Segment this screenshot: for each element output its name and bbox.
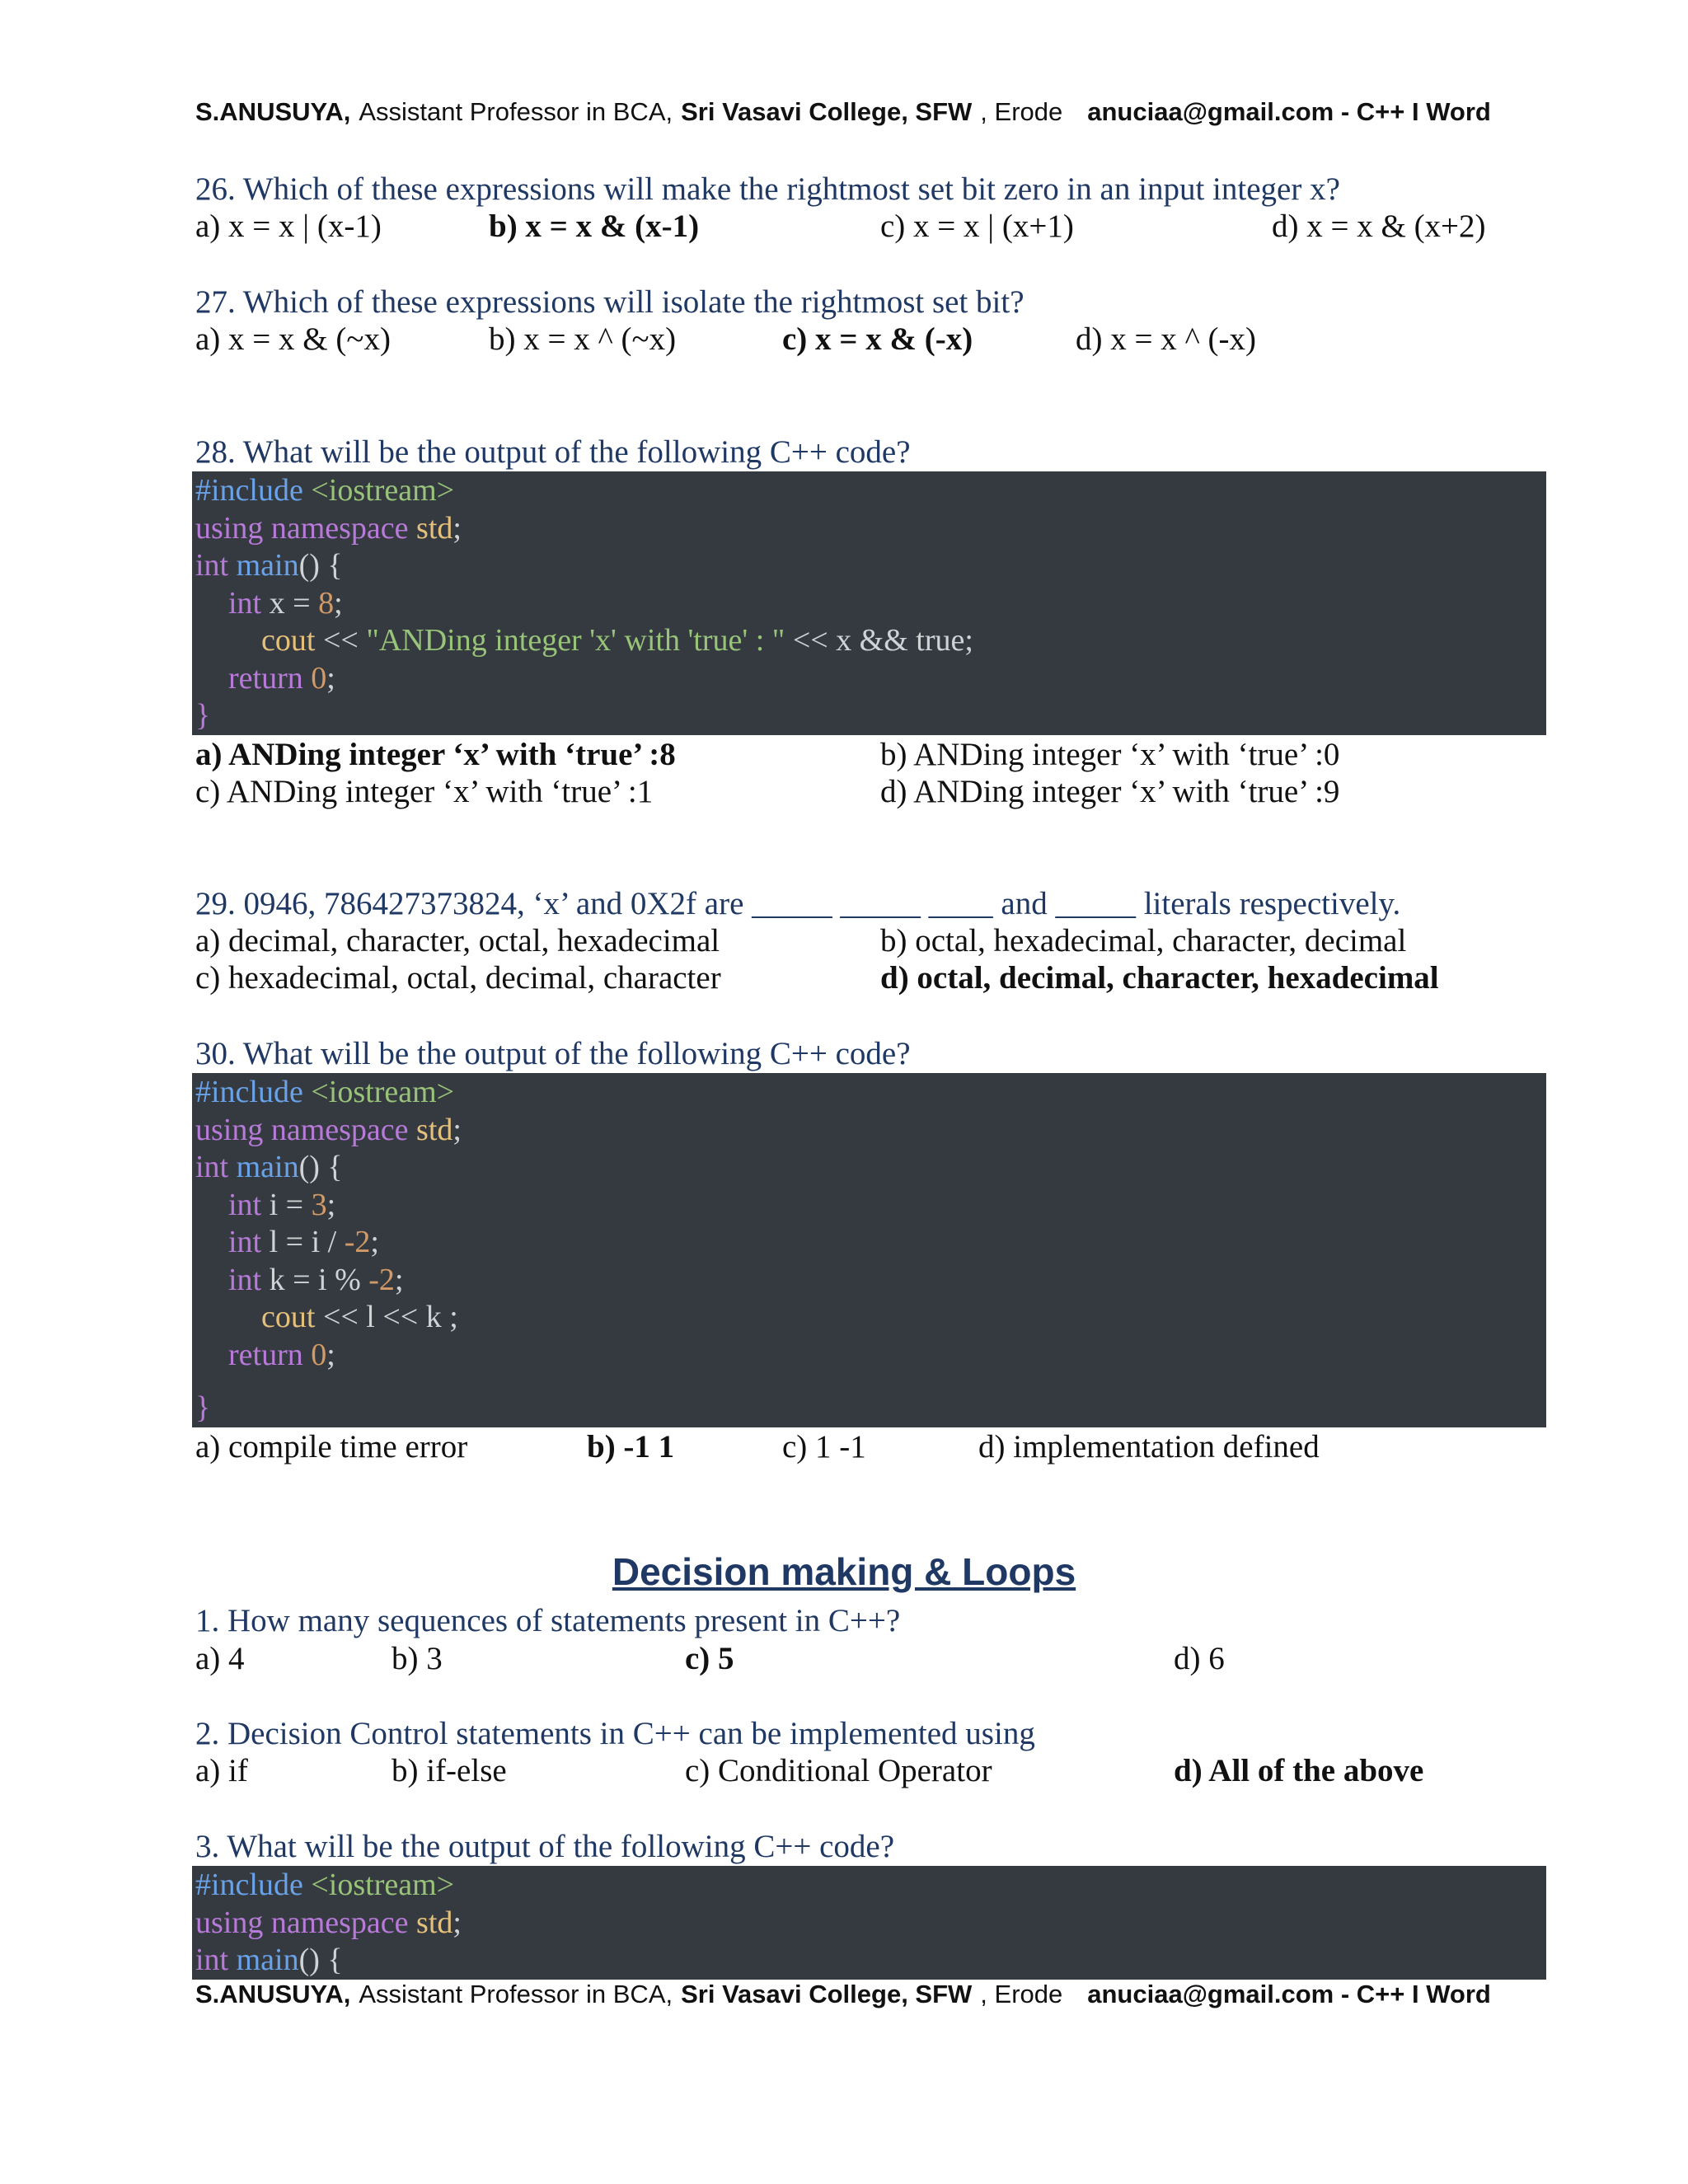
- code-line: }: [195, 698, 211, 733]
- q30-option-c: c) 1 -1: [782, 1429, 866, 1465]
- d2-option-c: c) Conditional Operator: [685, 1753, 992, 1788]
- question-28: 28. What will be the output of the following C++ code?: [195, 434, 911, 470]
- code-line: int l = i / -2;: [228, 1225, 379, 1259]
- section-heading: Decision making & Loops: [612, 1550, 1076, 1593]
- q29-option-b: b) octal, hexadecimal, character, decimal: [880, 923, 1407, 958]
- q29-option-a: a) decimal, character, octal, hexadecimal: [195, 923, 720, 958]
- q30-option-b-answer: b) -1 1: [587, 1429, 675, 1465]
- code-line: }: [195, 1390, 211, 1425]
- code-line: using namespace std;: [195, 511, 462, 546]
- q27-option-b: b) x = x ^ (~x): [489, 321, 677, 357]
- college-city: , Erode: [980, 97, 1063, 126]
- q28-option-b: b) ANDing integer ‘x’ with ‘true’ :0: [880, 737, 1340, 772]
- author-name: S.ANUSUYA,: [195, 97, 351, 126]
- college-city: , Erode: [980, 1980, 1063, 2008]
- q28-option-a-answer: a) ANDing integer ‘x’ with ‘true’ :8: [195, 737, 676, 772]
- code-line: return 0;: [228, 661, 335, 696]
- code-line: using namespace std;: [195, 1113, 462, 1147]
- d2-option-d-answer: d) All of the above: [1174, 1753, 1424, 1788]
- q27-option-c-answer: c) x = x & (-x): [782, 321, 973, 357]
- question-26: 26. Which of these expressions will make the rightmost set bit zero in an input integer x?: [195, 171, 1340, 207]
- q30-option-a: a) compile time error: [195, 1429, 468, 1465]
- page-header-top: [195, 97, 1491, 127]
- d1-option-c-answer: c) 5: [685, 1641, 734, 1676]
- q27-option-a: a) x = x & (~x): [195, 321, 391, 357]
- d1-option-a: a) 4: [195, 1641, 245, 1676]
- author-name: S.ANUSUYA,: [195, 1980, 351, 2008]
- code-block-q28: [192, 471, 1546, 735]
- q29-option-d-answer: d) octal, decimal, character, hexadecimal: [880, 960, 1439, 996]
- page-header-bottom: [195, 1980, 1491, 2009]
- code-line: #include <iostream>: [195, 473, 455, 508]
- author-role: Assistant Professor in BCA,: [359, 97, 673, 126]
- code-line: #include <iostream>: [195, 1075, 455, 1109]
- code-line: int main() {: [195, 1150, 343, 1184]
- code-line: int k = i % -2;: [228, 1263, 404, 1297]
- decision-question-2: 2. Decision Control statements in C++ can be implemented using: [195, 1716, 1035, 1751]
- college-name: Sri Vasavi College, SFW: [681, 97, 973, 126]
- code-line: int i = 3;: [228, 1188, 336, 1222]
- d1-option-d: d) 6: [1174, 1641, 1225, 1676]
- q26-option-d: d) x = x & (x+2): [1272, 209, 1486, 244]
- q26-option-b-answer: b) x = x & (x-1): [489, 209, 700, 244]
- d2-option-b: b) if-else: [392, 1753, 507, 1788]
- q29-option-c: c) hexadecimal, octal, decimal, character: [195, 960, 721, 996]
- code-block-q30: [192, 1073, 1546, 1427]
- code-line: int main() {: [195, 1943, 343, 1977]
- q26-option-c: c) x = x | (x+1): [880, 209, 1074, 244]
- q26-option-a: a) x = x | (x-1): [195, 209, 382, 244]
- question-29: 29. 0946, 786427373824, ‘x’ and 0X2f are _____ _____ ____ and _____ literals respectively.: [195, 886, 1401, 921]
- code-line: #include <iostream>: [195, 1868, 455, 1902]
- code-line: return 0;: [228, 1338, 335, 1372]
- email-topic: anuciaa@gmail.com - C++ I Word: [1087, 1980, 1491, 2008]
- code-line: int x = 8;: [228, 586, 343, 621]
- code-line: using namespace std;: [195, 1905, 462, 1940]
- d2-option-a: a) if: [195, 1753, 248, 1788]
- email-topic: anuciaa@gmail.com - C++ I Word: [1087, 97, 1491, 126]
- code-line: int main() {: [195, 548, 343, 583]
- q28-option-d: d) ANDing integer ‘x’ with ‘true’ :9: [880, 774, 1340, 809]
- d1-option-b: b) 3: [392, 1641, 443, 1676]
- code-line: cout << "ANDing integer 'x' with 'true' : " << x && true;: [261, 623, 973, 658]
- decision-question-3: 3. What will be the output of the following C++ code?: [195, 1829, 895, 1864]
- college-name: Sri Vasavi College, SFW: [681, 1980, 973, 2008]
- code-block-d3: [192, 1866, 1546, 1980]
- q28-option-c: c) ANDing integer ‘x’ with ‘true’ :1: [195, 774, 654, 809]
- question-27: 27. Which of these expressions will isolate the rightmost set bit?: [195, 284, 1025, 320]
- code-line: cout << l << k ;: [261, 1300, 458, 1334]
- q27-option-d: d) x = x ^ (-x): [1076, 321, 1256, 357]
- question-30: 30. What will be the output of the following C++ code?: [195, 1036, 911, 1071]
- decision-question-1: 1. How many sequences of statements present in C++?: [195, 1603, 901, 1638]
- q30-option-d: d) implementation defined: [978, 1429, 1320, 1465]
- author-role: Assistant Professor in BCA,: [359, 1980, 673, 2008]
